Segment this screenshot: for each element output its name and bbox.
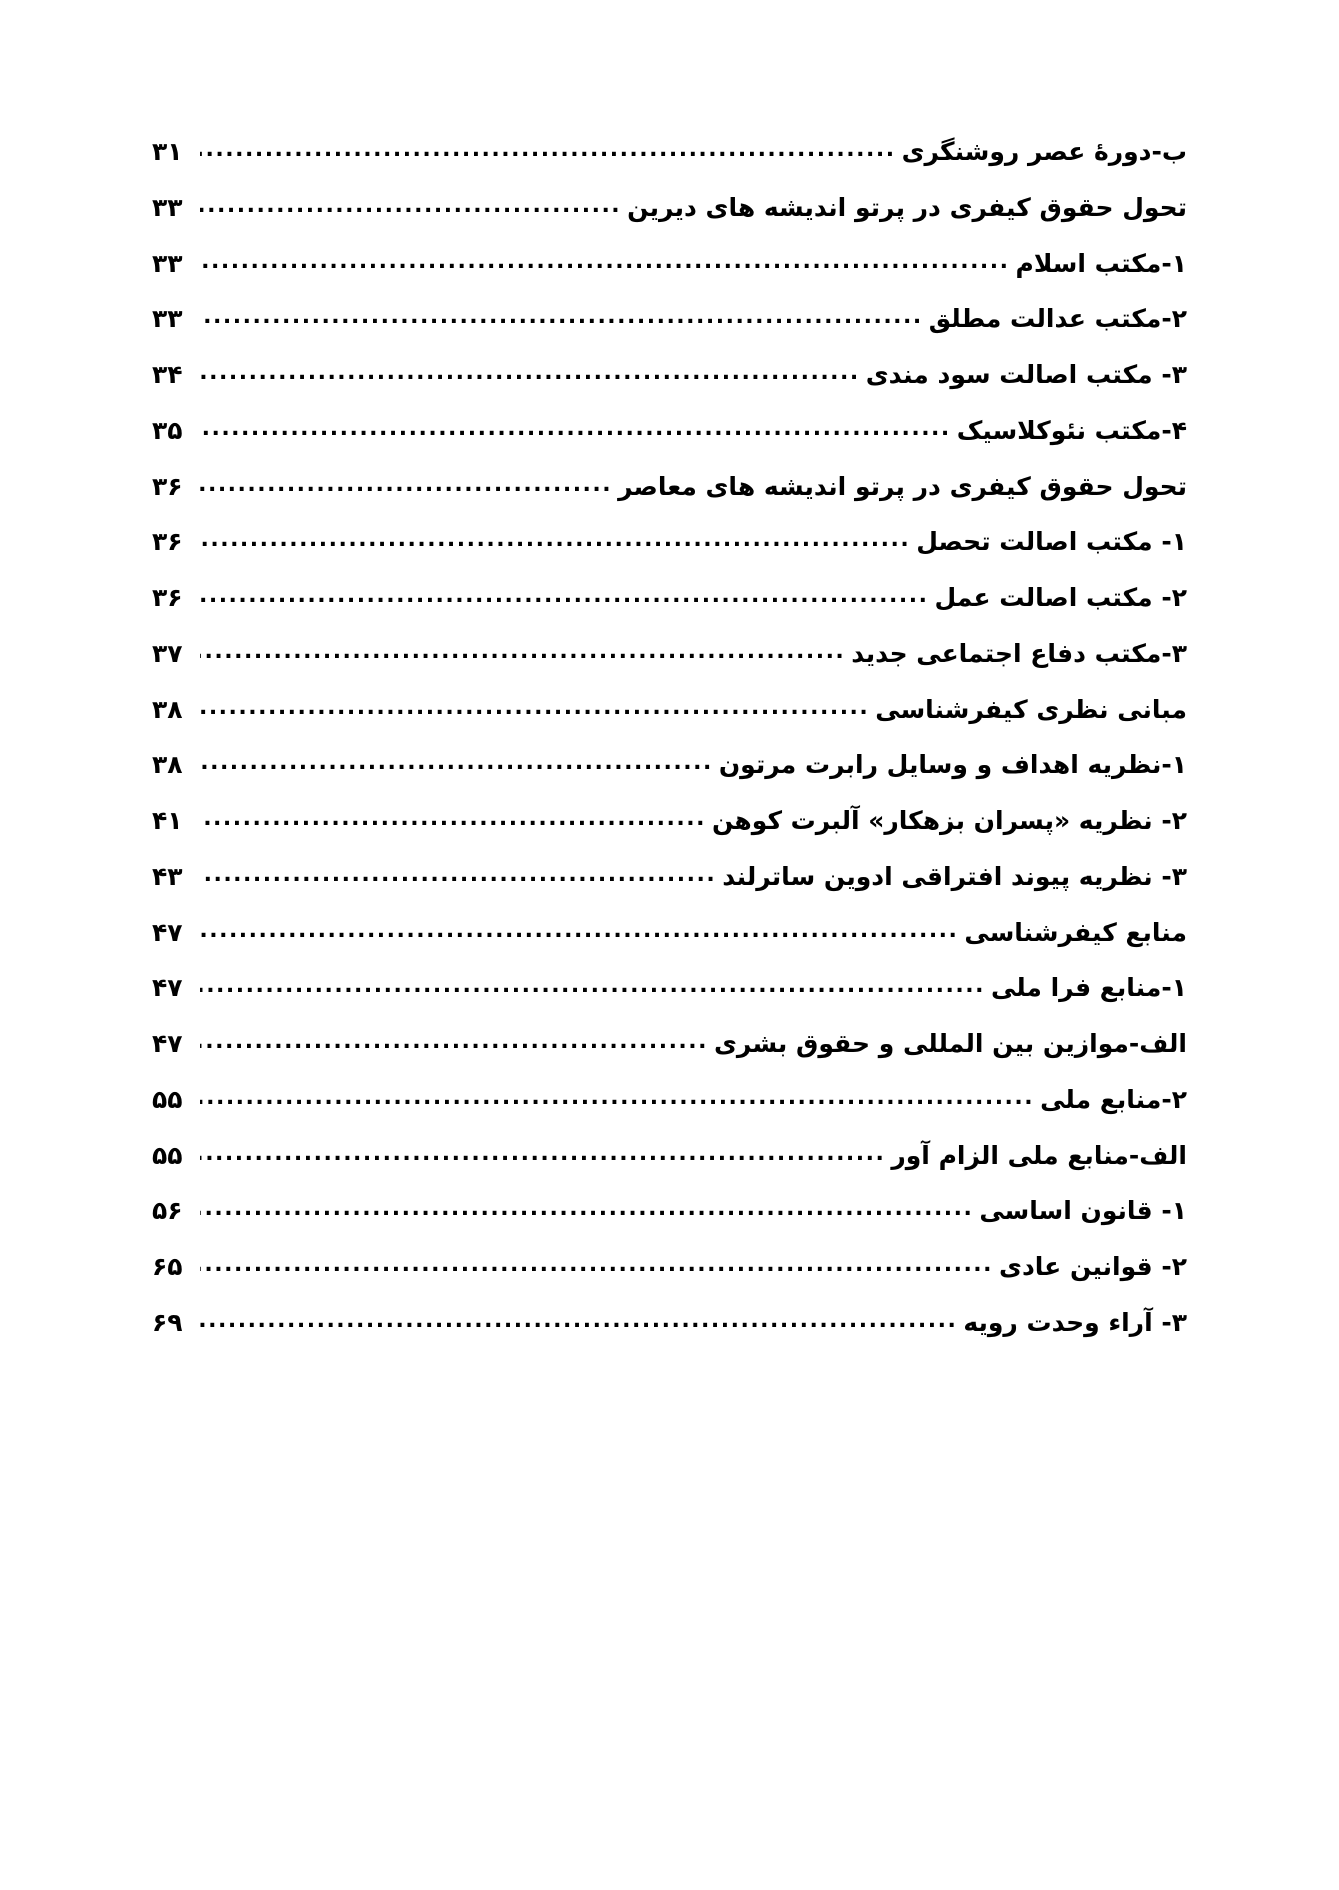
toc-leader-dots xyxy=(200,973,985,998)
toc-entry-title: ۱-منابع فرا ملی xyxy=(990,973,1187,1003)
toc-entry-page-number: ۳۳ xyxy=(152,192,183,222)
toc-entry[interactable] xyxy=(152,1309,1187,1338)
toc-entry[interactable] xyxy=(152,640,1187,669)
toc-leader-dots xyxy=(200,1085,1034,1110)
toc-entry[interactable] xyxy=(152,1142,1187,1171)
toc-entry-title: مبانی نظری کیفرشناسی xyxy=(875,694,1187,724)
toc-leader-dots xyxy=(200,1029,708,1054)
toc-leader-dots xyxy=(200,472,612,497)
toc-entry[interactable] xyxy=(152,1030,1187,1059)
toc-entry-page-number: ۴۷ xyxy=(152,973,183,1003)
toc-leader-dots xyxy=(200,1141,885,1166)
toc-entry-page-number: ۳۳ xyxy=(152,304,183,334)
toc-entry-title: الف-موازین بین المللی و حقوق بشری xyxy=(714,1029,1187,1058)
toc-leader-dots xyxy=(200,1196,973,1221)
toc-entry[interactable] xyxy=(152,584,1187,613)
toc-entry-title: ۱- قانون اساسی xyxy=(979,1196,1187,1226)
toc-entry-title: ۳- آراء وحدت رویه xyxy=(963,1307,1187,1337)
toc-entry-page-number: ۶۵ xyxy=(152,1252,183,1281)
toc-entry-title: ۲- مکتب اصالت عمل xyxy=(934,583,1187,612)
toc-leader-dots xyxy=(200,249,1010,274)
toc-entry-title: ۲- نظریه «پسران بزهکار» آلبرت کوهن xyxy=(711,806,1187,835)
toc-entry-title: منابع کیفرشناسی xyxy=(964,917,1187,947)
toc-leader-dots xyxy=(200,583,928,608)
toc-leader-dots xyxy=(200,806,706,831)
toc-leader-dots xyxy=(200,1308,957,1333)
toc-entry-page-number: ۵۵ xyxy=(152,1140,183,1170)
toc-entry[interactable] xyxy=(152,250,1187,279)
toc-entry-title: ۳- مکتب اصالت سود مندی xyxy=(865,360,1187,389)
toc-entry[interactable] xyxy=(152,863,1187,892)
toc-entry-page-number: ۳۶ xyxy=(152,527,183,557)
toc-leader-dots xyxy=(200,304,923,329)
toc-entry-title: ۲-منابع ملی xyxy=(1040,1084,1187,1114)
toc-entry-title: ۴-مکتب نئوکلاسیک xyxy=(956,415,1187,445)
toc-entry[interactable] xyxy=(152,919,1187,948)
toc-leader-dots xyxy=(200,1252,993,1277)
toc-entry-title: ۱-مکتب اسلام xyxy=(1015,248,1187,278)
toc-entry-page-number: ۴۷ xyxy=(152,1029,183,1058)
toc-entry-title: الف-منابع ملی الزام آور xyxy=(891,1140,1187,1170)
toc-entry[interactable] xyxy=(152,417,1187,446)
toc-entry-title: ۳- نظریه پیوند افتراقی ادوین ساترلند xyxy=(722,861,1187,891)
toc-entry-page-number: ۳۸ xyxy=(152,694,183,724)
toc-entry[interactable] xyxy=(152,1197,1187,1226)
toc-entry[interactable] xyxy=(152,194,1187,223)
toc-leader-dots xyxy=(200,918,958,943)
toc-leader-dots xyxy=(200,862,716,887)
toc-entry[interactable] xyxy=(152,807,1187,836)
toc-leader-dots xyxy=(200,360,860,385)
toc-leader-dots xyxy=(200,193,621,218)
toc-leader-dots xyxy=(200,695,869,720)
toc-entry[interactable] xyxy=(152,751,1187,780)
toc-entry[interactable] xyxy=(152,528,1187,557)
toc-entry-page-number: ۶۹ xyxy=(152,1307,183,1337)
table-of-contents xyxy=(152,138,1187,1365)
toc-entry-page-number: ۴۷ xyxy=(152,917,183,947)
toc-entry-title: تحول حقوق کیفری در پرتو اندیشه های معاصر xyxy=(618,471,1187,501)
toc-entry-page-number: ۴۳ xyxy=(152,861,183,891)
toc-entry-page-number: ۳۱ xyxy=(152,137,183,166)
toc-entry-page-number: ۳۷ xyxy=(152,638,183,668)
toc-entry[interactable] xyxy=(152,1253,1187,1282)
toc-entry-title: ۱- مکتب اصالت تحصل xyxy=(916,527,1187,557)
toc-entry-page-number: ۵۶ xyxy=(152,1196,183,1226)
toc-entry[interactable] xyxy=(152,1086,1187,1115)
toc-entry-title: ۱-نظریه اهداف و وسایل رابرت مرتون xyxy=(718,750,1187,780)
toc-entry-page-number: ۳۶ xyxy=(152,583,183,612)
toc-entry[interactable] xyxy=(152,305,1187,334)
toc-leader-dots xyxy=(200,527,910,552)
toc-entry[interactable] xyxy=(152,696,1187,725)
toc-entry-title: ۲-مکتب عدالت مطلق xyxy=(928,304,1187,334)
toc-entry[interactable] xyxy=(152,473,1187,502)
toc-entry[interactable] xyxy=(152,138,1187,167)
toc-entry[interactable] xyxy=(152,974,1187,1003)
toc-entry-page-number: ۳۸ xyxy=(152,750,183,780)
toc-leader-dots xyxy=(200,750,713,775)
toc-entry-title: ۲- قوانین عادی xyxy=(999,1252,1187,1281)
toc-entry-page-number: ۵۵ xyxy=(152,1084,183,1114)
toc-leader-dots xyxy=(200,416,951,441)
toc-leader-dots xyxy=(200,137,896,162)
toc-entry-title: تحول حقوق کیفری در پرتو اندیشه های دیرین xyxy=(627,192,1187,222)
toc-entry-page-number: ۳۳ xyxy=(152,248,183,278)
toc-entry-title: ب-دورهٔ عصر روشنگری xyxy=(901,137,1187,166)
toc-entry-page-number: ۳۵ xyxy=(152,415,183,445)
toc-entry-page-number: ۳۴ xyxy=(152,360,183,389)
toc-entry[interactable] xyxy=(152,361,1187,390)
toc-entry-page-number: ۳۶ xyxy=(152,471,183,501)
toc-entry-page-number: ۴۱ xyxy=(152,806,183,835)
toc-leader-dots xyxy=(200,639,845,664)
toc-entry-title: ۳-مکتب دفاع اجتماعی جدید xyxy=(851,638,1187,668)
